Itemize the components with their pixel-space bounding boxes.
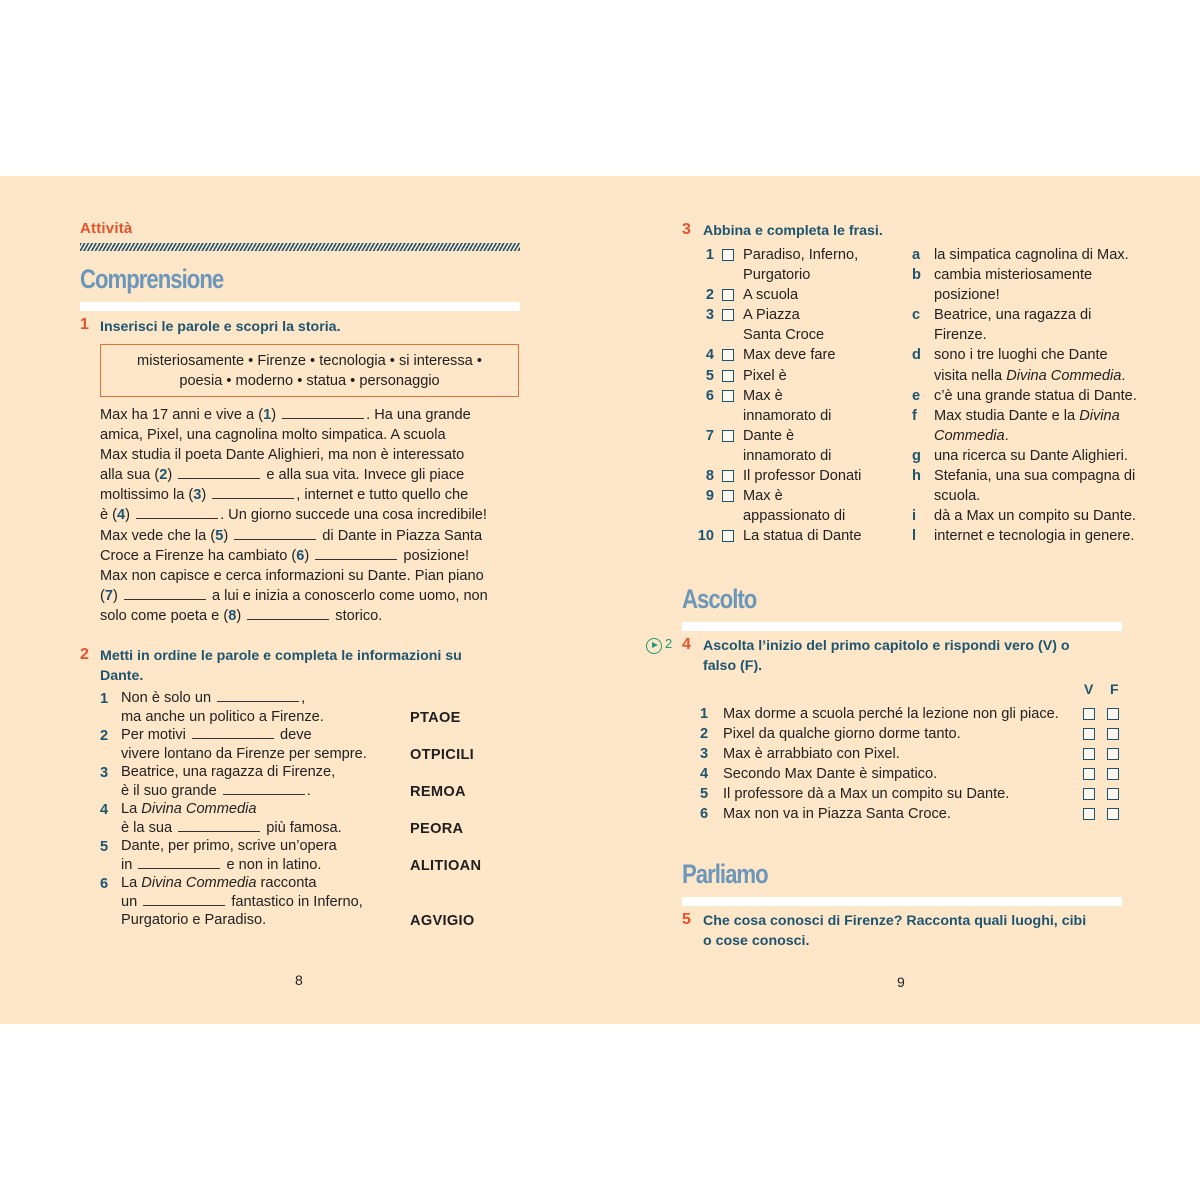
unscramble-list (100, 689, 520, 930)
story-line: Max ha 17 anni e vive a (1) . Ha una grande (100, 407, 471, 423)
item-line: Santa Croce (743, 327, 825, 344)
unscramble-item (100, 800, 520, 837)
item-number: 4 (700, 766, 709, 783)
true-column-header: V (1084, 681, 1094, 697)
fill-in-blank[interactable] (217, 690, 299, 702)
item-line: Max deve fare (743, 347, 836, 364)
story-line: amica, Pixel, una cagnolina molto simpatica. A scuola (100, 427, 446, 444)
item-number: 3 (705, 307, 714, 324)
true-false-item (700, 804, 1130, 824)
unscramble-item (100, 689, 520, 726)
item-number: 2 (705, 287, 714, 304)
scrambled-word: PTAOE (410, 709, 461, 726)
true-false-item (700, 724, 1130, 744)
fill-in-blank[interactable] (247, 608, 329, 620)
story-line: è (4) . Un giorno succede una cosa incredibile! (100, 507, 487, 524)
item-line: è la sua più famosa. (121, 819, 342, 836)
statement-text: Il professore dà a Max un compito su Dante. (723, 786, 1010, 803)
exercise-title (100, 646, 462, 686)
page-number: 9 (897, 974, 905, 990)
false-column-header: F (1110, 681, 1119, 697)
match-option (912, 265, 1172, 305)
italic-title: Divina Commedia (1006, 367, 1122, 384)
match-item (690, 345, 890, 365)
item-line: Purgatorio (743, 267, 811, 284)
option-text (934, 345, 1172, 385)
option-letter: g (912, 447, 921, 464)
item-text (743, 366, 890, 386)
item-line: Il professor Donati (743, 468, 862, 485)
false-checkbox[interactable] (1107, 708, 1119, 720)
answer-checkbox[interactable] (722, 349, 734, 361)
option-line: dà a Max un compito su Dante. (934, 508, 1136, 525)
option-letter: c (912, 307, 921, 324)
item-number: 1 (700, 706, 709, 722)
word-bank-line: poesia • moderno • statua • personaggio (179, 373, 440, 390)
option-letter: d (912, 347, 921, 364)
item-number: 3 (700, 746, 709, 763)
left-page (0, 176, 600, 1024)
blank-number: 4 (117, 507, 126, 524)
option-letter: f (912, 407, 917, 424)
answer-checkbox[interactable] (722, 490, 734, 502)
item-text (743, 345, 890, 365)
exercise-title (703, 636, 1070, 676)
answer-checkbox[interactable] (722, 370, 734, 382)
item-line: Purgatorio e Paradiso. (121, 912, 267, 928)
fill-in-blank[interactable] (212, 487, 294, 499)
item-number: 8 (705, 468, 714, 485)
true-checkbox[interactable] (1083, 768, 1095, 780)
story-line: Max vede che la (5) di Dante in Piazza Santa (100, 527, 483, 544)
blank-number: 1 (263, 407, 272, 423)
option-line: cambia misteriosamente (934, 267, 1093, 284)
item-text (743, 466, 890, 486)
section-divider (682, 622, 1122, 631)
option-line: Beatrice, una ragazza di (934, 307, 1092, 324)
story-line: (7) a lui e inizia a conoscerlo come uomo, non (100, 587, 488, 604)
fill-in-blank[interactable] (192, 727, 274, 739)
story-line: Max studia il poeta Dante Alighieri, ma non è interessato (100, 447, 465, 464)
exercise-title (703, 911, 1086, 951)
item-number: 1 (100, 691, 109, 707)
false-checkbox[interactable] (1107, 748, 1119, 760)
answer-checkbox[interactable] (722, 289, 734, 301)
match-option (912, 345, 1172, 385)
activity-header: Attività (80, 220, 133, 237)
item-number: 5 (705, 367, 714, 384)
true-checkbox[interactable] (1083, 748, 1095, 760)
option-line: visita nella Divina Commedia. (934, 367, 1126, 384)
option-letter: a (912, 247, 921, 263)
item-line: A Piazza (743, 307, 800, 324)
match-item (690, 386, 890, 426)
item-number: 2 (700, 726, 709, 743)
exercise-number: 3 (682, 221, 691, 238)
match-item (690, 245, 890, 285)
scrambled-word: AGVIGIO (410, 913, 475, 929)
match-item (690, 426, 890, 466)
option-text (934, 305, 1172, 345)
story-line: alla sua (2) e alla sua vita. Invece gli piace (100, 467, 465, 484)
item-line: La statua di Dante (743, 528, 862, 545)
statement-text: Max non va in Piazza Santa Croce. (723, 806, 951, 823)
item-line: Dante, per primo, scrive un’opera (121, 838, 337, 854)
item-line: è il suo grande . (121, 782, 311, 799)
item-text (743, 426, 890, 466)
statement-text: Max dorme a scuola perché la lezione non gli piace. (723, 706, 1059, 722)
match-option (912, 526, 1172, 546)
false-checkbox[interactable] (1107, 808, 1119, 820)
blank-number: 8 (228, 607, 237, 624)
match-item (690, 285, 890, 305)
option-letter: l (912, 528, 917, 545)
exercise-number: 2 (80, 646, 89, 663)
match-option (912, 506, 1172, 526)
unscramble-item (100, 874, 520, 930)
exercise-title-line: falso (F). (703, 658, 763, 674)
exercise-number: 1 (80, 316, 89, 333)
unscramble-item (100, 726, 520, 763)
false-checkbox[interactable] (1107, 788, 1119, 800)
item-line: Non è solo un , (121, 690, 306, 706)
item-number: 1 (705, 247, 714, 263)
blank-number: 6 (296, 547, 305, 564)
match-item (690, 305, 890, 345)
exercise-title: Inserisci le parole e scopri la storia. (100, 319, 341, 335)
word-bank (100, 344, 519, 397)
false-checkbox[interactable] (1107, 728, 1119, 740)
italic-title: Commedia (934, 427, 1005, 444)
item-line: Max è (743, 387, 783, 404)
story-text (100, 405, 530, 626)
fill-in-blank[interactable] (178, 820, 260, 832)
item-number: 6 (700, 806, 709, 823)
exercise-title-line: o cose conosci. (703, 933, 810, 949)
false-checkbox[interactable] (1107, 768, 1119, 780)
story-line: Croce a Firenze ha cambiato (6) posizione! (100, 547, 470, 564)
match-item (690, 526, 890, 546)
fill-in-blank[interactable] (136, 507, 218, 519)
true-false-item (700, 704, 1130, 724)
option-text (934, 406, 1172, 446)
scrambled-word: OTPICILI (410, 746, 475, 763)
exercise-title-line: Metti in ordine le parole e completa le informazioni su (100, 648, 462, 664)
match-option (912, 446, 1172, 466)
item-line: Dante è (743, 427, 795, 444)
exercise-title-line: Dante. (100, 668, 144, 684)
match-option (912, 305, 1172, 345)
item-line: appassionato di (743, 508, 846, 525)
italic-title: Divina Commedia (141, 875, 257, 891)
item-number: 4 (705, 347, 714, 364)
item-text (743, 526, 890, 546)
item-text (743, 245, 890, 285)
option-line: Commedia. (934, 427, 1009, 444)
answer-checkbox[interactable] (722, 390, 734, 402)
option-text (934, 446, 1172, 466)
item-text (743, 486, 890, 526)
page-number: 8 (295, 972, 303, 988)
option-letter: e (912, 387, 921, 404)
scrambled-word: REMOA (410, 783, 466, 800)
item-line: vivere lontano da Firenze per sempre. (121, 745, 367, 762)
fill-in-blank[interactable] (178, 467, 260, 479)
match-left-column (690, 245, 890, 546)
section-title-comprensione: Comprensione (80, 264, 224, 294)
italic-title: Divina (1079, 407, 1120, 424)
blank-number: 7 (104, 587, 113, 604)
item-line: Max è (743, 488, 783, 505)
match-item (690, 366, 890, 386)
statement-text: Secondo Max Dante è simpatico. (723, 766, 938, 783)
true-false-item (700, 744, 1130, 764)
item-number: 7 (705, 427, 714, 444)
match-option (912, 386, 1172, 406)
match-item (690, 486, 890, 526)
option-text (934, 386, 1172, 406)
item-line: La Divina Commedia racconta (121, 875, 317, 891)
option-line: internet e tecnologia in genere. (934, 528, 1135, 545)
match-option (912, 245, 1172, 265)
exercise-title-line: Che cosa conosci di Firenze? Racconta quali luoghi, cibi (703, 913, 1087, 929)
item-number: 6 (100, 876, 109, 892)
item-number: 2 (100, 728, 109, 744)
fill-in-blank[interactable] (143, 894, 225, 906)
option-letter: h (912, 468, 921, 485)
hatched-divider (80, 243, 520, 251)
item-number: 5 (700, 786, 709, 803)
fill-in-blank[interactable] (282, 407, 364, 419)
match-option (912, 466, 1172, 506)
story-line: solo come poeta e (8) storico. (100, 607, 383, 624)
fill-in-blank[interactable] (124, 588, 206, 600)
item-line: Beatrice, una ragazza di Firenze, (121, 764, 336, 780)
answer-checkbox[interactable] (722, 530, 734, 542)
answer-checkbox[interactable] (722, 309, 734, 321)
blank-number: 2 (159, 467, 168, 484)
option-line: Firenze. (934, 327, 987, 344)
section-title-ascolto: Ascolto (682, 584, 757, 614)
item-line: La Divina Commedia (121, 801, 257, 817)
match-item (690, 466, 890, 486)
word-bank-line: misteriosamente • Firenze • tecnologia • si interessa • (137, 353, 482, 369)
true-checkbox[interactable] (1083, 808, 1095, 820)
option-line: scuola. (934, 488, 981, 505)
statement-text: Max è arrabbiato con Pixel. (723, 746, 900, 763)
option-line: Stefania, una sua compagna di (934, 468, 1136, 485)
item-line: innamorato di (743, 447, 832, 464)
answer-checkbox[interactable] (722, 249, 734, 261)
item-number: 6 (705, 387, 714, 404)
statement-text: Pixel da qualche giorno dorme tanto. (723, 726, 961, 743)
exercise-title-line: Ascolta l’inizio del primo capitolo e rispondi vero (V) o (703, 638, 1070, 654)
item-number: 3 (100, 765, 109, 781)
item-line: Pixel è (743, 367, 787, 384)
match-right-column (912, 245, 1172, 546)
option-letter: i (912, 508, 917, 525)
match-option (912, 406, 1172, 446)
fill-in-blank[interactable] (234, 528, 316, 540)
item-line: un fantastico in Inferno, (121, 893, 363, 910)
item-text (743, 285, 890, 305)
scrambled-word: PEORA (410, 820, 464, 837)
story-line: Max non capisce e cerca informazioni su Dante. Pian piano (100, 567, 484, 584)
item-line: innamorato di (743, 407, 832, 424)
section-title-parliamo: Parliamo (682, 859, 768, 889)
fill-in-blank[interactable] (315, 548, 397, 560)
blank-number: 3 (193, 487, 202, 504)
true-false-item (700, 764, 1130, 784)
option-text (934, 466, 1172, 506)
item-line: Paradiso, Inferno, (743, 247, 859, 263)
answer-checkbox[interactable] (722, 470, 734, 482)
option-line: sono i tre luoghi che Dante (934, 347, 1108, 364)
item-line: ma anche un politico a Firenze. (121, 708, 324, 725)
audio-play-icon[interactable] (646, 638, 662, 654)
option-text (934, 245, 1172, 265)
exercise-number: 4 (682, 636, 691, 653)
answer-checkbox[interactable] (722, 430, 734, 442)
unscramble-item (100, 837, 520, 874)
item-line: A scuola (743, 287, 799, 304)
option-line: posizione! (934, 287, 1000, 304)
true-false-list (700, 704, 1130, 825)
item-number: 9 (705, 488, 714, 505)
audio-track-number: 2 (665, 636, 673, 651)
option-line: c’è una grande statua di Dante. (934, 387, 1137, 404)
item-text (743, 386, 890, 426)
fill-in-blank[interactable] (223, 783, 305, 795)
italic-title: Divina Commedia (141, 801, 257, 817)
item-text (743, 305, 890, 345)
section-divider (682, 897, 1122, 906)
true-checkbox[interactable] (1083, 708, 1095, 720)
true-checkbox[interactable] (1083, 788, 1095, 800)
scrambled-word: ALITIOAN (410, 857, 482, 874)
option-line: la simpatica cagnolina di Max. (934, 247, 1129, 263)
option-text (934, 506, 1172, 526)
item-line: Per motivi deve (121, 727, 312, 743)
fill-in-blank[interactable] (138, 857, 220, 869)
item-line: in e non in latino. (121, 856, 322, 873)
option-letter: b (912, 267, 921, 284)
option-line: Max studia Dante e la Divina (934, 407, 1120, 424)
exercise-number: 5 (682, 911, 691, 928)
item-number: 10 (697, 528, 714, 545)
option-line: una ricerca su Dante Alighieri. (934, 447, 1128, 464)
item-number: 4 (100, 802, 109, 818)
true-checkbox[interactable] (1083, 728, 1095, 740)
story-line: moltissimo la (3) , internet e tutto quello che (100, 487, 469, 504)
section-divider (80, 302, 520, 311)
unscramble-item (100, 763, 520, 800)
option-text (934, 526, 1172, 546)
exercise-title: Abbina e completa le frasi. (703, 223, 883, 239)
blank-number: 5 (215, 527, 224, 544)
true-false-item (700, 784, 1130, 804)
option-text (934, 265, 1172, 305)
book-spread (0, 176, 1200, 1024)
item-number: 5 (100, 839, 109, 855)
